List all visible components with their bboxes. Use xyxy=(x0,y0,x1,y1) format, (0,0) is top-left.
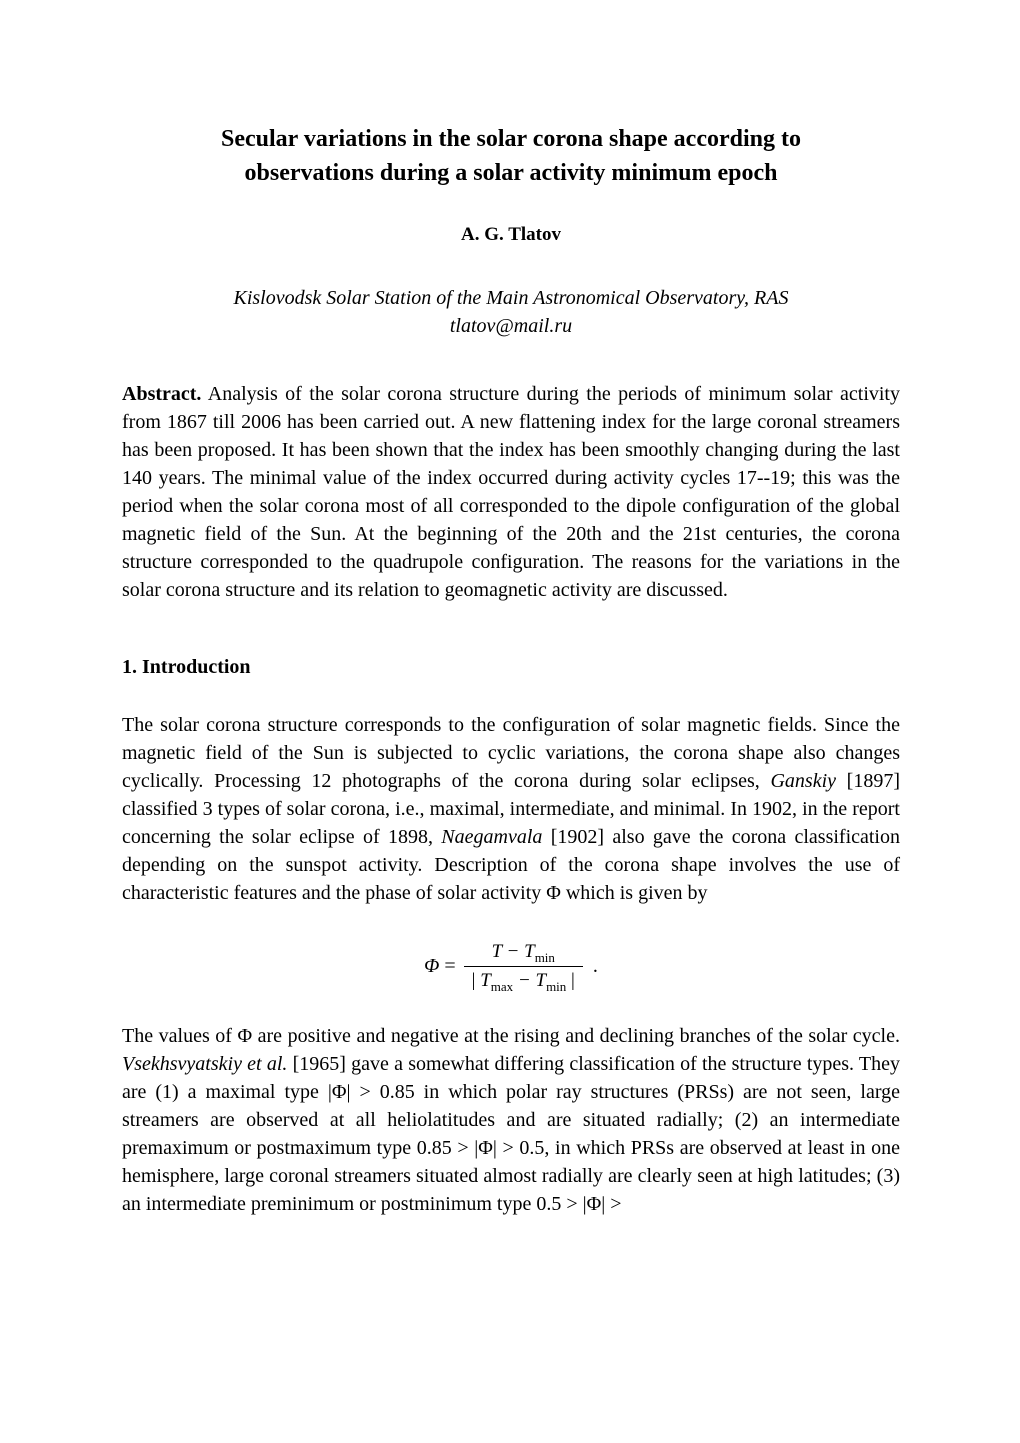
introduction-paragraph-2 xyxy=(122,1022,900,1218)
denominator-t2: − T xyxy=(517,970,547,991)
phi-symbol: Φ xyxy=(424,955,440,977)
paper-title-line1: Secular variations in the solar corona shape according to xyxy=(220,126,801,152)
abstract-label: Abstract. xyxy=(122,383,202,405)
introduction-paragraph-1 xyxy=(122,711,900,907)
formula-phase-definition xyxy=(122,941,900,992)
intro-p1-text-1: The solar corona structure corresponds to the configuration of solar magnetic fields. Since the magnetic field of the Sun is subjected to cyclic variations, the corona shape also changes cyclically. Processing 12 photographs of the corona during solar eclipses, xyxy=(122,714,900,792)
intro-p2-text-2: [1965] gave a somewhat differing classification of the structure types. They are (1) a maximal type |Φ| > 0.85 in which polar ray structures (PRSs) are not seen, large streamers are observed at all heliolatitudes and are situated radially; (2) an intermediate premaximum or postmaximum type 0.85 > |Φ| > 0.5, in which PRSs are observed at least in one hemisphere, large coronal streamers situated almost radially are clearly seen at high latitudes; (3) an intermediate preminimum or postminimum type 0.5 > |Φ| > xyxy=(122,1053,900,1215)
formula-period: . xyxy=(592,955,598,977)
affiliation-block xyxy=(122,284,900,340)
numerator-subscript: min xyxy=(534,949,555,965)
intro-p2-text-1: The values of Φ are positive and negative at the rising and declining branches of the solar cycle. xyxy=(122,1025,900,1047)
author-email: tlatov@mail.ru xyxy=(449,315,573,337)
equals-sign: = xyxy=(444,955,456,977)
affiliation-text: Kislovodsk Solar Station of the Main Astronomical Observatory, RAS xyxy=(233,287,789,309)
formula-fraction xyxy=(464,941,583,992)
intro-p1-text-3: [1902] also gave the corona classification depending on the sunspot activity. Description of the corona shape involves the use of characteristic features and the phase of solar activity Φ which is given by xyxy=(122,826,900,904)
abstract-paragraph xyxy=(122,380,900,604)
numerator-terms: T − T xyxy=(491,941,535,962)
denominator-subscript-max: max xyxy=(490,978,514,994)
author-name: A. G. Tlatov xyxy=(461,224,561,245)
denominator-subscript-min: min xyxy=(546,978,567,994)
abs-bar-left: | xyxy=(471,970,476,991)
intro-p2-cite-vsekhsvyatskiy: Vsekhsvyatskiy et al. xyxy=(122,1053,288,1075)
intro-p1-cite-naegamvala: Naegamvala xyxy=(441,826,543,848)
intro-p1-text-2: [1897] classified 3 types of solar corona, i.e., maximal, intermediate, and minimal. In 1902, in the report concerning the solar eclipse of 1898, xyxy=(122,770,900,848)
formula-expression xyxy=(424,941,598,992)
abstract-text: Analysis of the solar corona structure during the periods of minimum solar activity from 1867 till 2006 has been carried out. A new flattening index for the large coronal streamers has been proposed. It has been shown that the index has been smoothly changing during the last 140 years. The minimal value of the index occurred during activity cycles 17--19; this was the period when the solar corona most of all corresponded to the dipole configuration of the global magnetic field of the Sun. At the beginning of the 20th and the 21st centuries, the corona structure corresponded to the quadrupole configuration. The reasons for the variations in the solar corona structure and its relation to geomagnetic activity are discussed. xyxy=(122,383,900,601)
abs-bar-right: | xyxy=(571,970,575,991)
formula-numerator xyxy=(464,941,583,967)
paper-title xyxy=(122,122,900,190)
section-heading-introduction: 1. Introduction xyxy=(122,656,251,678)
intro-p1-cite-ganskiy: Ganskiy xyxy=(770,770,837,792)
paper-title-line2: observations during a solar activity minimum epoch xyxy=(244,160,778,186)
denominator-t1: T xyxy=(480,970,491,991)
formula-denominator xyxy=(464,967,583,992)
formula-lhs xyxy=(424,955,456,978)
